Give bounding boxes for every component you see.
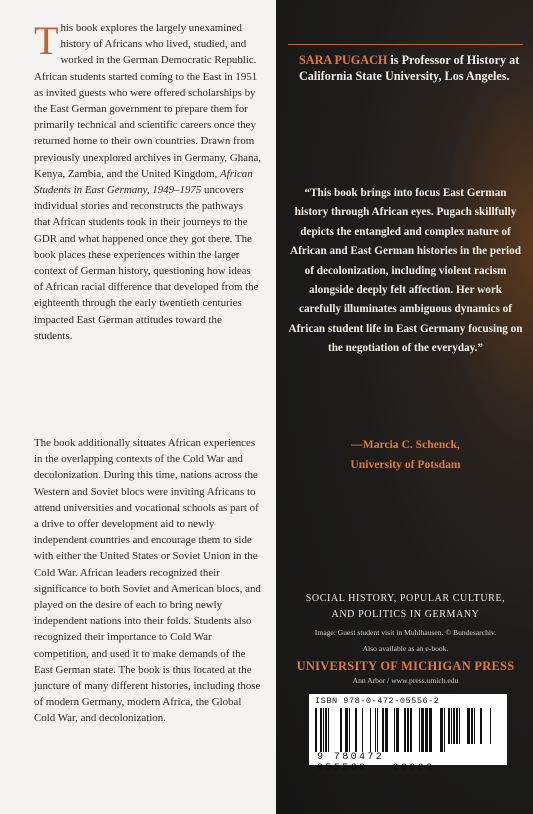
- author-bio: [299, 52, 523, 85]
- series-title: [288, 591, 523, 623]
- endorsement-affiliation: University of Potsdam: [350, 458, 461, 471]
- top-orange-rule: [288, 44, 523, 45]
- ean-digits: 9 780472 055562: [317, 752, 385, 774]
- barcode-bar: [440, 708, 443, 752]
- barcode-label: [309, 694, 507, 774]
- description-text-1b: uncovers individual stories and reconstructs the pathways that African students took in their journeys to the GDR and what happened once they got there. The book places these experiences within the larger context of German history, questioning how ideas of African racial difference that developed from the eighteenth through the early twentieth centuries impacted East German attitudes toward the students.: [34, 184, 259, 342]
- barcode-bar: [394, 708, 395, 752]
- barcode-bar: [451, 708, 452, 744]
- barcode-bar: [328, 708, 329, 752]
- barcode-bar: [421, 708, 424, 752]
- author-name: SARA PUGACH: [299, 53, 388, 67]
- barcode-bar: [396, 708, 399, 752]
- price-code: 90000: [392, 763, 435, 774]
- description-paragraph-1: [34, 20, 262, 344]
- barcode-icon: [315, 708, 501, 752]
- barcode-bar: [340, 708, 342, 752]
- barcode-bar: [385, 708, 388, 752]
- barcode-bar: [448, 708, 450, 744]
- barcode-bar: [474, 708, 475, 744]
- isbn-text: ISBN 978-0-472-05556-2: [315, 696, 440, 706]
- barcode-bar: [345, 708, 348, 752]
- author-bio-text: is Professor of History at California State University, Los Angeles.: [299, 53, 520, 84]
- barcode-bar: [323, 708, 324, 752]
- image-credit: Image: Guest student visit in Muhlhausen. © Bundesarchiv.: [314, 628, 497, 637]
- barcode-bar: [444, 708, 445, 752]
- barcode-bar: [480, 708, 482, 744]
- barcode-bar: [375, 708, 376, 752]
- series-title-line-1: SOCIAL HISTORY, POPULAR CULTURE,: [305, 593, 506, 604]
- ebook-note: Also available as an e-book.: [362, 644, 449, 653]
- barcode-bar: [425, 708, 428, 752]
- barcode-bar: [404, 708, 406, 752]
- barcode-bar: [467, 708, 470, 744]
- endorsement-author: —Marcia C. Schenck,: [351, 438, 460, 451]
- barcode-bar: [419, 708, 420, 752]
- drop-cap: T: [34, 18, 59, 63]
- barcode-bar: [325, 708, 327, 752]
- barcode-bar: [456, 708, 458, 744]
- publisher-address: Ann Arbor / www.press.umich.edu: [352, 676, 459, 685]
- barcode-bar: [377, 708, 378, 752]
- barcode-bar: [453, 708, 455, 744]
- barcode-bar: [362, 708, 363, 752]
- barcode-bar: [471, 708, 473, 744]
- barcode-bar: [320, 708, 322, 752]
- endorsement-quote: “This book brings into focus East German history through African eyes. Pugach skillfully depicts the entangled and complex nature of African and East German histories in the period of decolonization, including violent racism alongside deeply felt affection. Her work carefully illuminates ambiguous dynamics of African student life in East Germany focusing on the negotiation of the everyday.”: [288, 187, 523, 355]
- back-cover-right-panel: [276, 0, 533, 814]
- barcode-bar: [315, 708, 317, 752]
- description-text-1a: his book explores the largely unexamined history of Africans who lived, studied, and worked in the German Democratic Republic. African students started coming to the East in 1951 as invited guests who were offered scholarships by the East German government to prepare them for primarily technical and scientific careers once they returned home to their own countries. Drawn from previously unexplored archives in Germany, Ghana, Kenya, Zambia, and the United Kingdom,: [34, 22, 262, 180]
- barcode-bar: [370, 708, 371, 752]
- publisher-name: UNIVERSITY OF MICHIGAN PRESS: [296, 659, 515, 673]
- barcode-bar: [355, 708, 357, 752]
- description-paragraph-2: The book additionally situates African experiences in the overlapping contexts of the Cold War and decolonization. During this time, nations across the Western and Soviet blocs were inviting Africans to attend universities and vocational schools as part of a drive to offer development aid to newly independent countries and encourage them to side with either the United States or Soviet Union in the Cold War. African leaders recognized their significance to both Soviet and American blocs, and played on the desire of each to bring newly independent nations into their folds. Students also recognized their importance to Cold War competition, and used it to make demands of the East German state. The book is thus located at the juncture of many different histories, including those of modern Germany, modern Africa, the Global Cold War, and decolonization.: [34, 437, 261, 725]
- series-title-line-2: AND POLITICS IN GERMANY: [331, 609, 480, 620]
- barcode-bar: [459, 708, 460, 744]
- barcode-bar: [429, 708, 432, 752]
- book-title-italic: African Students in East Germany, 1949–1975: [34, 167, 253, 197]
- barcode-bar: [382, 708, 384, 752]
- barcode-digits: [317, 752, 507, 774]
- barcode-bar: [349, 708, 350, 752]
- barcode-bar: [490, 708, 491, 744]
- barcode-bar: [410, 708, 412, 752]
- barcode-bar: [407, 708, 409, 752]
